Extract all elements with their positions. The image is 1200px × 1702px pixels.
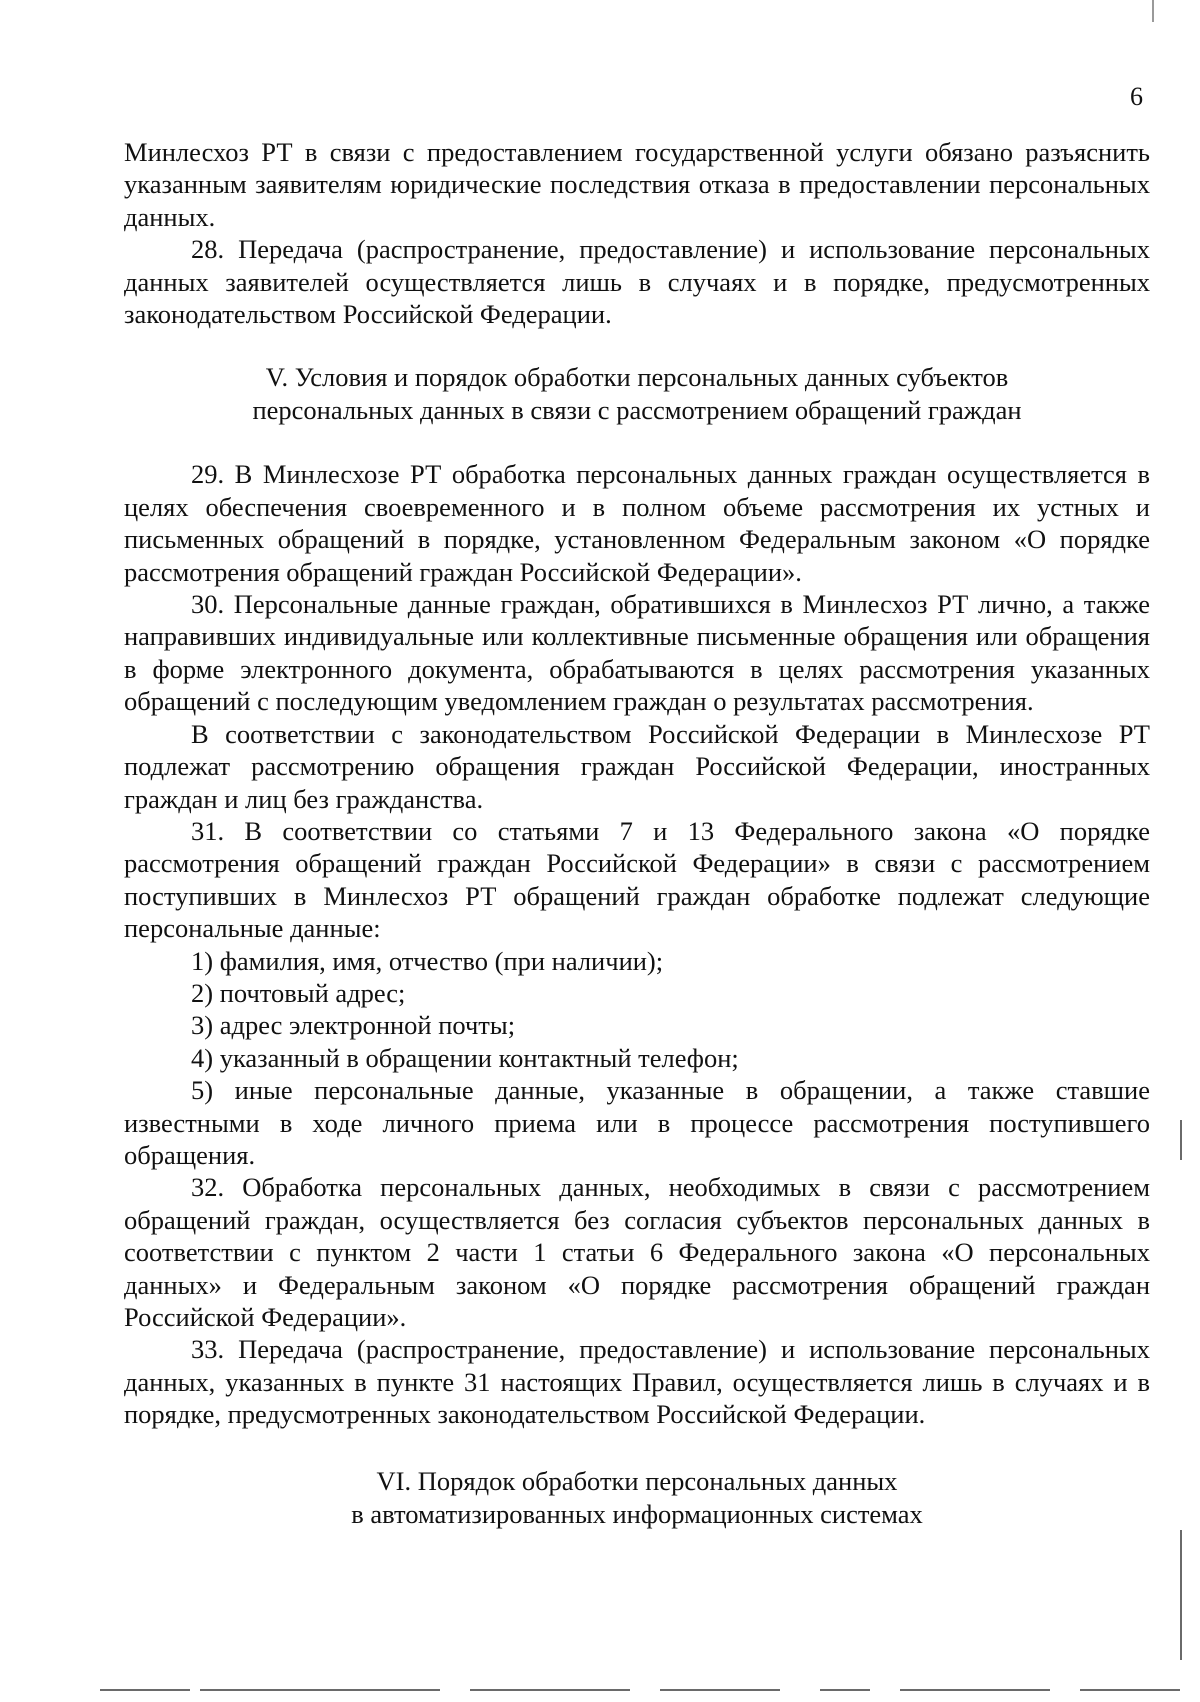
paragraph-30-addendum: В соответствии с законодательством Российской Федерации в Минлесхозе РТ подлежат рассмотрению обращения граждан Российской Федерации, иностранных граждан и лиц без гражданства.: [124, 718, 1150, 814]
scan-edge-mark: [1152, 0, 1154, 22]
paragraph-30: 30. Персональные данные граждан, обратившихся в Минлесхоз РТ лично, а также направивших индивидуальные или коллективные письменные обращения или обращения в форме электронного документа, обрабатываются в целях рассмотрения указанных обращений с последующим уведомлением граждан о результатах рассмотрения.: [124, 589, 1150, 717]
section-6-heading: [124, 1465, 1150, 1531]
scan-edge-mark: [470, 1689, 630, 1691]
paragraph-continuation: Минлесхоз РТ в связи с предоставлением государственной услуги обязано разъяснить указанным заявителям юридические последствия отказа в предоставлении персональных данных.: [124, 137, 1150, 232]
scan-edge-mark: [660, 1689, 780, 1691]
page-number: 6: [1130, 82, 1143, 111]
list-item: 3) адрес электронной почты;: [191, 1010, 516, 1041]
paragraph-33: 33. Передача (распространение, предоставление) и использование персональных данных, указанных в пункте 31 настоящих Правил, осуществляется лишь в случаях и в порядке, предусмотренных законодательством Российской Федерации.: [124, 1334, 1150, 1430]
paragraph-29: 29. В Минлесхозе РТ обработка персональных данных граждан осуществляется в целях обеспечения своевременного и в полном объеме рассмотрения их устных и письменных обращений в порядке, установленном Федеральным законом «О порядке рассмотрения обращений граждан Российской Федерации».: [124, 459, 1150, 587]
scan-edge-mark: [100, 1689, 190, 1691]
scan-edge-mark: [1180, 1530, 1182, 1660]
section-5-heading: [124, 361, 1150, 427]
list-item: 2) почтовый адрес;: [191, 977, 406, 1008]
scan-edge-mark: [820, 1689, 870, 1691]
section-5-heading-line-2: персональных данных в связи с рассмотрением обращений граждан: [252, 395, 1022, 426]
scan-edge-mark: [200, 1689, 440, 1691]
scan-edge-mark: [1180, 1120, 1182, 1160]
section-6-heading-line-1: VI. Порядок обработки персональных данных: [376, 1465, 898, 1496]
paragraph-32: 32. Обработка персональных данных, необходимых в связи с рассмотрением обращений граждан, осуществляется без согласия субъектов персональных данных в соответствии с пунктом 2 части 1 статьи 6 Федерального закона «О персональных данных» и Федеральным законом «О порядке рассмотрения обращений граждан Российской Федерации».: [124, 1172, 1150, 1332]
section-6-heading-line-2: в автоматизированных информационных системах: [351, 1498, 923, 1529]
list-item-5: 5) иные персональные данные, указанные в обращении, а также ставшие известными в ходе личного приема или в процессе рассмотрения поступившего обращения.: [124, 1075, 1150, 1170]
section-5-heading-line-1: V. Условия и порядок обработки персональных данных субъектов: [265, 362, 1009, 393]
list-item: 1) фамилия, имя, отчество (при наличии);: [191, 945, 664, 976]
scan-edge-mark: [1080, 1689, 1180, 1691]
scan-edge-mark: [900, 1689, 1050, 1691]
paragraph-31: 31. В соответствии со статьями 7 и 13 Федерального закона «О порядке рассмотрения обращений граждан Российской Федерации» в связи с рассмотрением поступивших в Минлесхоз РТ обращений граждан обработке подлежат следующие персональные данные:: [124, 815, 1150, 944]
document-body: [124, 136, 1150, 1531]
list-item: 4) указанный в обращении контактный телефон;: [191, 1042, 739, 1073]
paragraph-28: 28. Передача (распространение, предоставление) и использование персональных данных заявителей осуществляется лишь в случаях и в порядке, предусмотренных законодательством Российской Федерации.: [124, 234, 1150, 330]
